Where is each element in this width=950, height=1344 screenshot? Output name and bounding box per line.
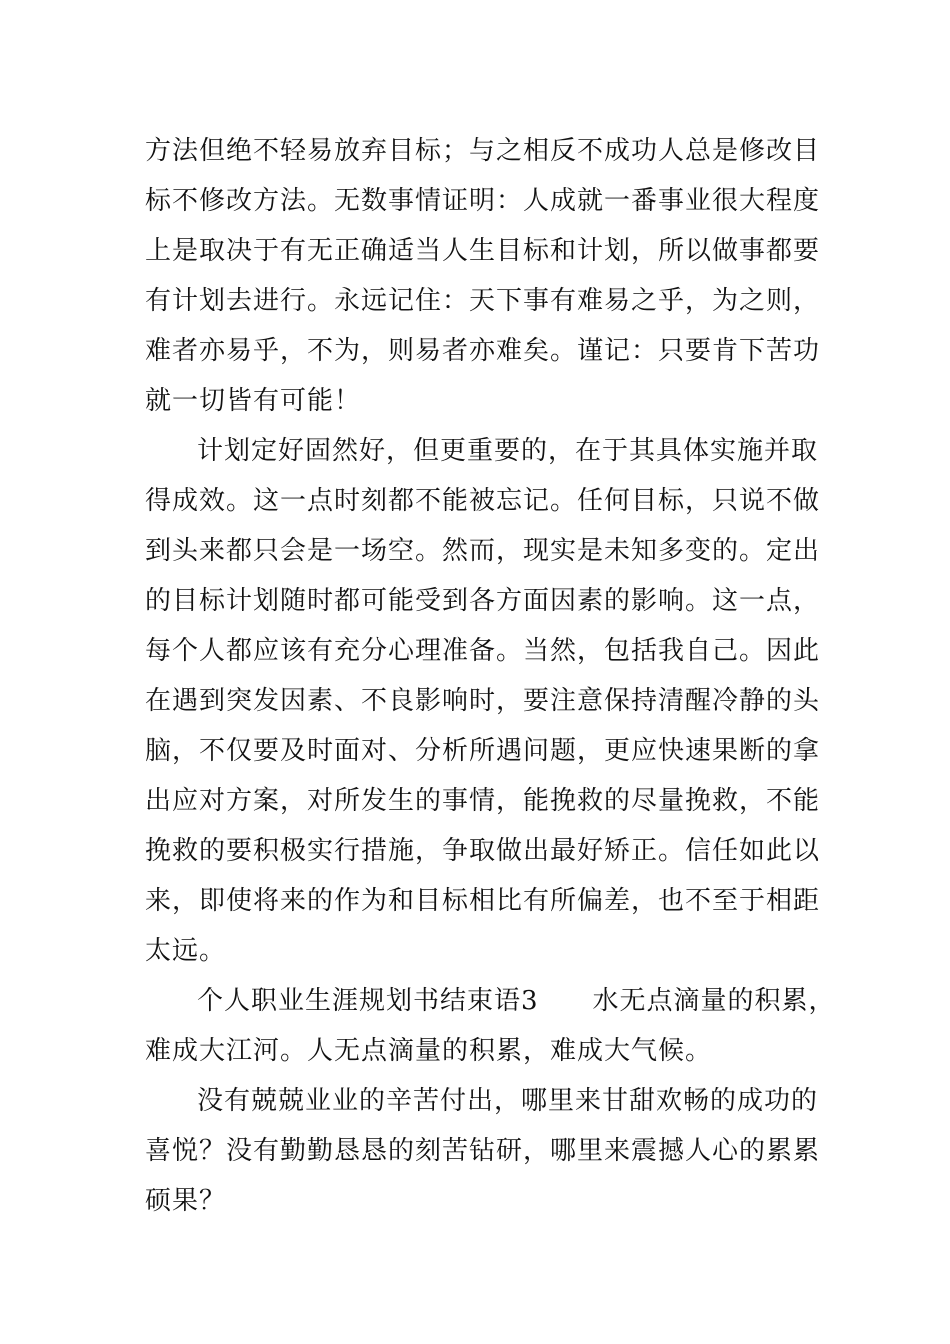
text-line: 来，即使将来的作为和目标相比有所偏差，也不至于相距 (145, 886, 821, 916)
text-line: 计划定好固然好，但更重要的，在于其具体实施并取 (197, 436, 819, 466)
text-line: 出应对方案，对所发生的事情，能挽救的尽量挽救，不能 (145, 786, 821, 816)
text-line: 的目标计划随时都可能受到各方面因素的影响。这一点， (145, 586, 821, 616)
text-line: 上是取决于有无正确适当人生目标和计划，所以做事都要 (145, 236, 821, 266)
text-line: 难者亦易乎，不为，则易者亦难矣。谨记：只要肯下苦功 (145, 336, 821, 366)
text-line: 挽救的要积极实行措施，争取做出最好矫正。信任如此以 (145, 836, 821, 866)
text-line: 在遇到突发因素、不良影响时，要注意保持清醒冷静的头 (145, 686, 821, 716)
text-line: 硕果？ (145, 1186, 227, 1216)
section-heading-line: 个人职业生涯规划书结束语3 水无点滴量的积累， (197, 986, 836, 1016)
text-line: 太远。 (145, 936, 227, 966)
text-line: 标不修改方法。无数事情证明：人成就一番事业很大程度 (145, 186, 821, 216)
text-line: 每个人都应该有充分心理准备。当然，包括我自己。因此 (145, 636, 821, 666)
text-line: 难成大江河。人无点滴量的积累，难成大气候。 (145, 1036, 713, 1066)
text-line: 没有兢兢业业的辛苦付出，哪里来甘甜欢畅的成功的 (197, 1086, 819, 1116)
text-line: 得成效。这一点时刻都不能被忘记。任何目标，只说不做 (145, 486, 821, 516)
text-line: 喜悦？没有勤勤恳恳的刻苦钻研，哪里来震撼人心的累累 (145, 1136, 821, 1166)
text-line: 脑，不仅要及时面对、分析所遇问题，更应快速果断的拿 (145, 736, 821, 766)
text-line: 到头来都只会是一场空。然而，现实是未知多变的。定出 (145, 536, 821, 566)
text-line: 就一切皆有可能！ (145, 386, 362, 416)
text-line: 方法但绝不轻易放弃目标；与之相反不成功人总是修改目 (145, 136, 821, 166)
text-line: 有计划去进行。永远记住：天下事有难易之乎，为之则， (145, 286, 821, 316)
